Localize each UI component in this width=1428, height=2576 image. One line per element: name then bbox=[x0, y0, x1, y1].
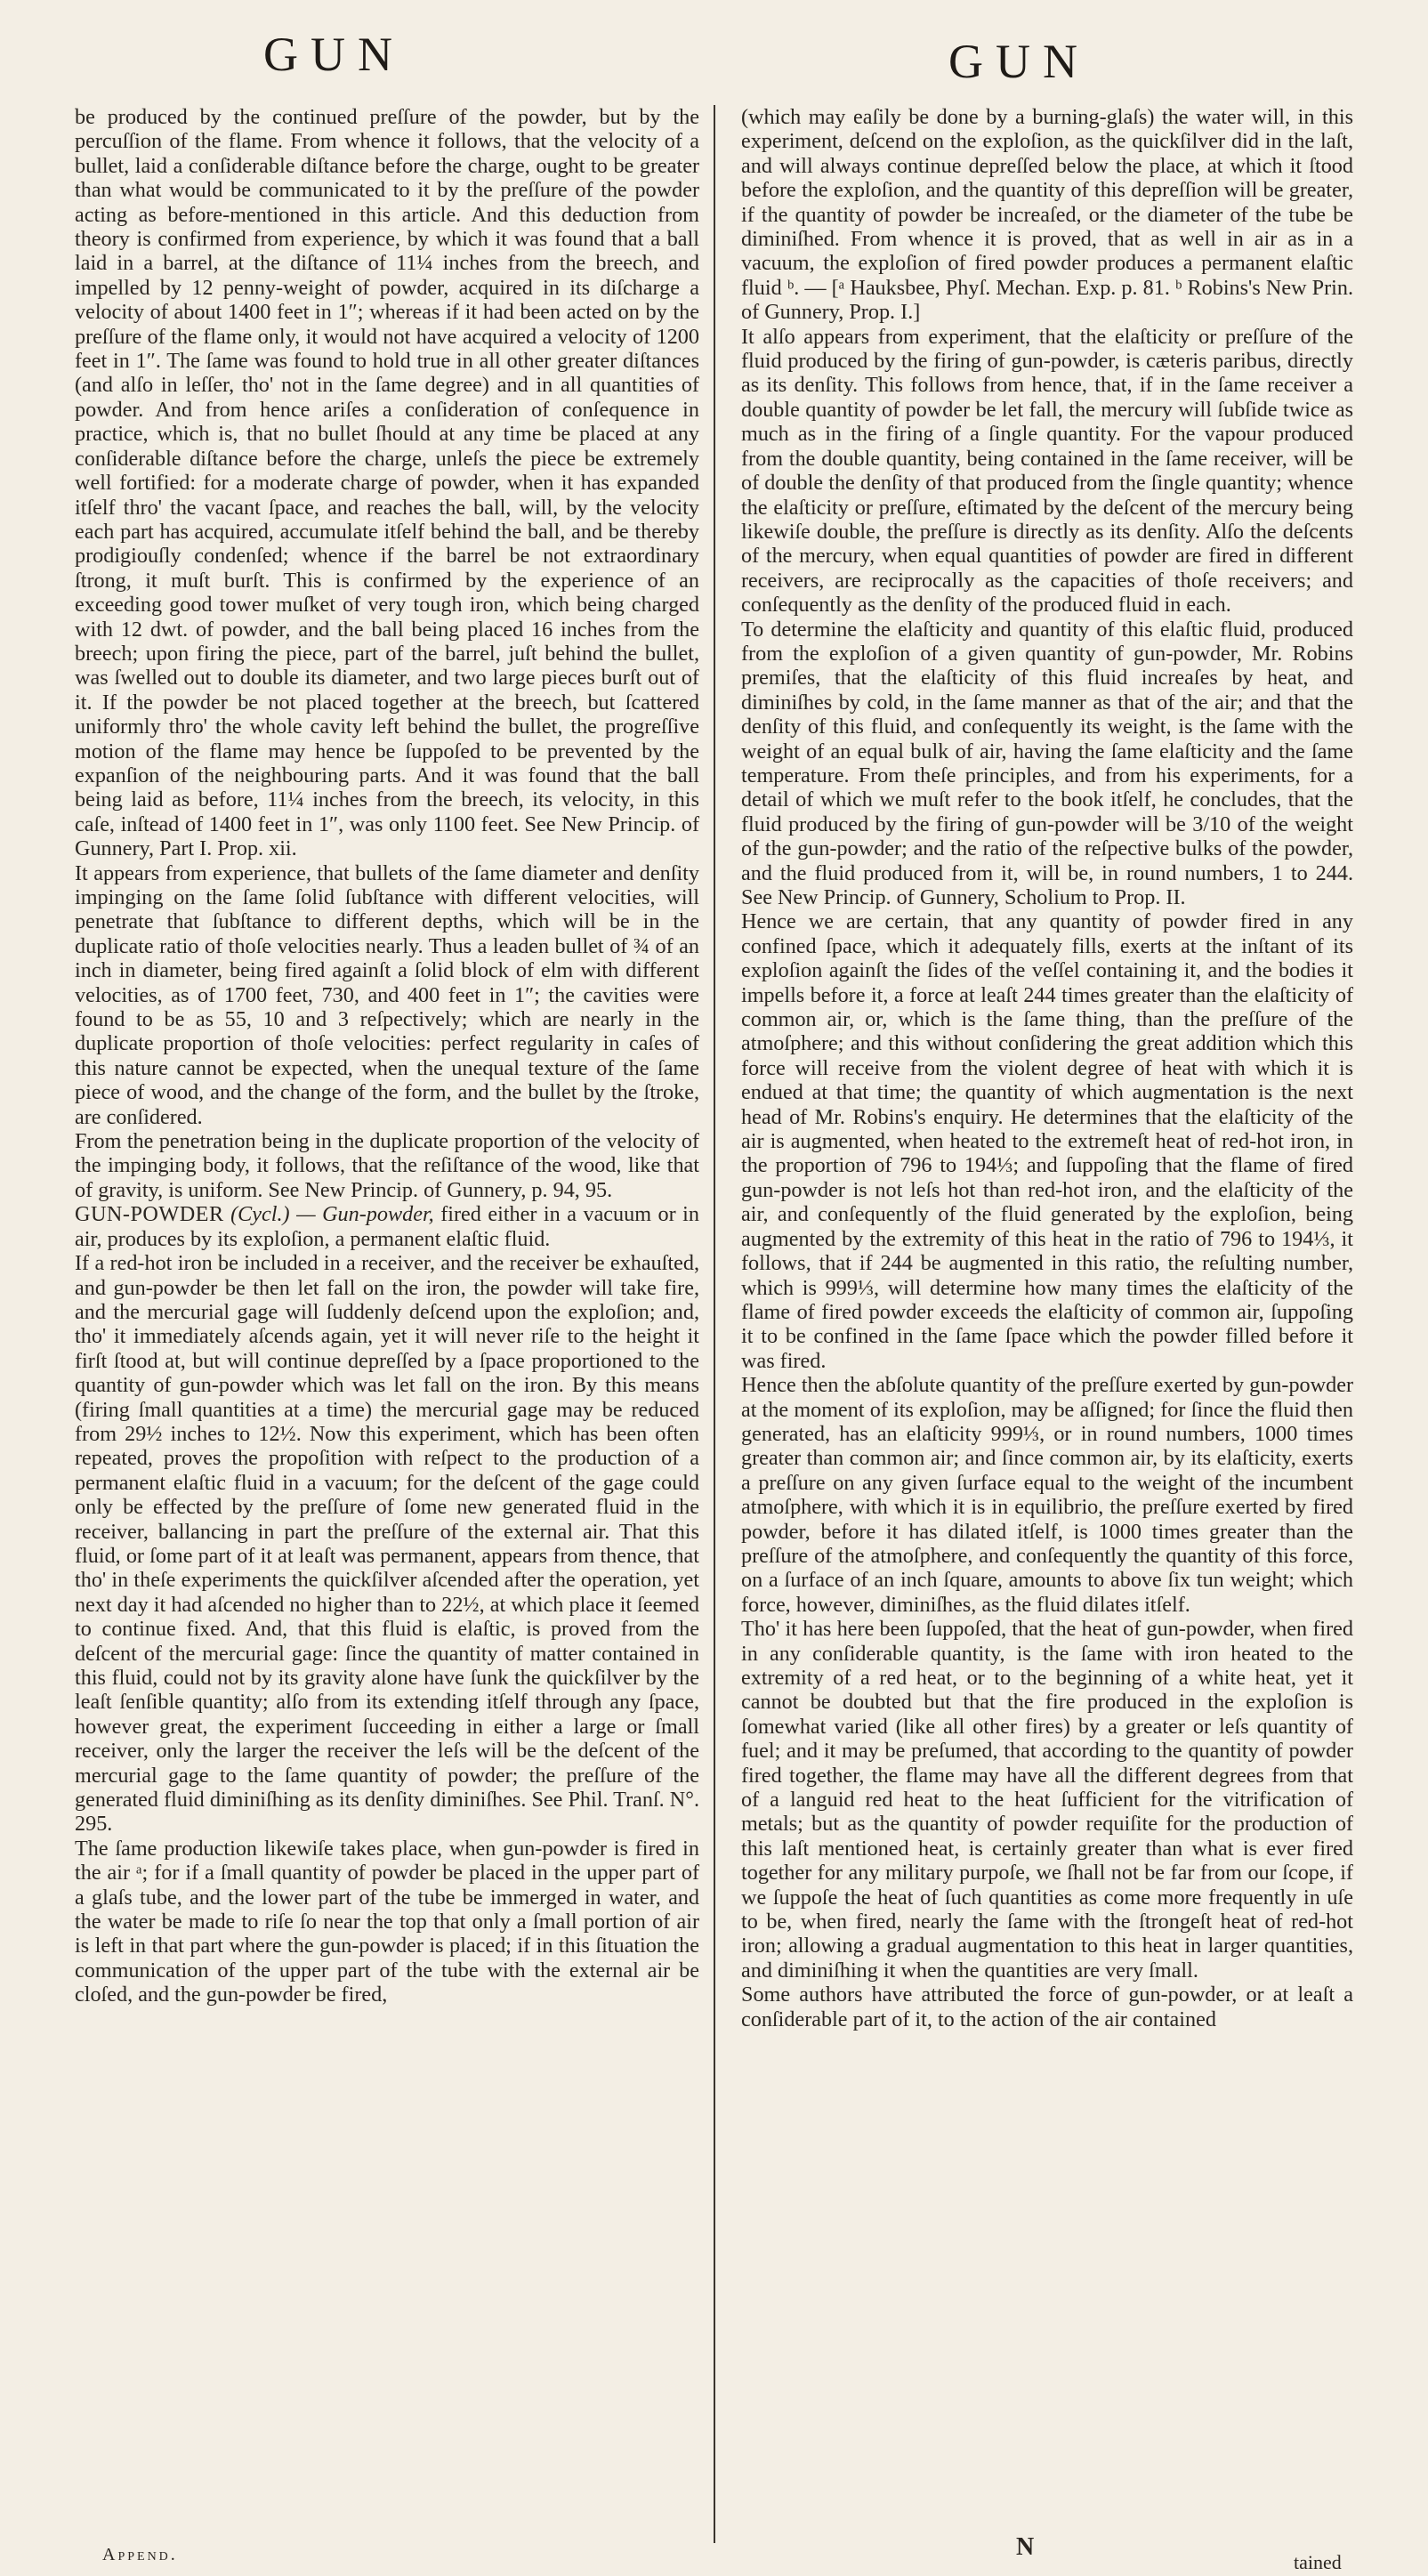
paragraph: It appears from experience, that bullets of the ſame diameter and denſity impinging on the ſame ſolid ſubſtance with different velocities, will penetrate that ſubſtance to different depths, which will be in the duplicate ratio of thoſe velocities nearly. Thus a leaden bullet of ¾ of an inch in diameter, being fired againſt a ſolid block of elm with different velocities, as of 1700 feet, 730, and 400 feet in 1″; the cavities were found to be as 55, 10 and 3 reſpectively; which are nearly in the duplicate proportion of thoſe velocities: perfect regularity in caſes of this nature cannot be expected, when the unequal texture of the ſame piece of wood, and the change of the form, and the bullet by the ſtroke, are conſidered. bbox=[75, 860, 699, 1129]
paragraph: (which may eaſily be done by a burning-glaſs) the water will, in this experiment, deſcend on the exploſion, as the quickſilver did in the laſt, and will always continue depreſſed below the place, at which it ſtood before the exploſion, and the quantity of this depreſſion will be greater, if the quantity of powder be increaſed, or the diameter of the tube be diminiſhed. From whence it is proved, that as well in air as in a vacuum, the exploſion of fired powder produces a permanent elaſtic fluid ᵇ. — [ᵃ Hauksbee, Phyſ. Mechan. Exp. p. 81. ᵇ Robins's New Prin. of Gunnery, Prop. I.] bbox=[741, 105, 1353, 325]
paragraph: From the penetration being in the duplicate proportion of the velocity of the impinging body, it follows, that the reſiſtance of the wood, like that of gravity, is uniform. See New Princip. of Gunnery, p. 94, 95. bbox=[75, 1129, 699, 1202]
paragraph: Hence then the abſolute quantity of the preſſure exerted by gun-powder at the moment of its exploſion, may be aſſigned; for ſince the fluid then generated, has an elaſticity 999⅓, or in round numbers, 1000 times greater than common air; and ſince common air, by its elaſticity, exerts a preſſure on any given ſurface equal to the weight of the incumbent atmoſphere, with which it is in equilibrio, the preſſure exerted by fired powder, before it has dilated itſelf, is 1000 times greater than the preſſure of the atmoſphere, and conſequently the quantity of this force, on a ſurface of an inch ſquare, amounts to above ſix tun weight; which force, however, diminiſhes, as the fluid dilates itſelf. bbox=[741, 1373, 1353, 1617]
running-head-left: GUN bbox=[263, 28, 405, 81]
footer-append-mark: Append. bbox=[102, 2545, 178, 2564]
paragraph: The ſame production likewiſe takes place, when gun-powder is fired in the air ᵃ; for if a ſmall quantity of powder be placed in the upper part of a glaſs tube, and the lower part of the tube be immerged in water, and the water be made to riſe ſo near the top that only a ſmall portion of air is left in that part where the gun-powder is placed; if in this ſituation the communication of the upper part of the tube with the external air be cloſed, and the gun-powder be fired, bbox=[75, 1836, 699, 2007]
entry-source: (Cycl.) bbox=[230, 1202, 290, 1227]
signature-mark: N bbox=[1016, 2533, 1035, 2561]
column-divider bbox=[714, 105, 715, 2543]
left-column bbox=[75, 105, 699, 2007]
catchword: tained bbox=[1294, 2551, 1342, 2573]
entry-text: fired either in a vacuum or in air, produces by its exploſion, a permanent elaſtic fluid. bbox=[75, 1202, 699, 1251]
paragraph: Tho' it has here been ſuppoſed, that the heat of gun-powder, when fired in any conſiderable quantity, is the ſame with iron heated to the extremity of a red heat, or to the beginning of a white heat, yet it cannot be doubted but that the fire produced in the exploſion is ſomewhat varied (like all other fires) by a greater or leſs quantity of fuel; and it may be preſumed, that according to the quantity of powder fired together, the flame may have all the different degrees from that of a languid red heat to the heat ſufficient for the vitrification of metals; but as the quantity of powder requiſite for the production of this laſt mentioned heat, is certainly greater than what is ever fired together for any military purpoſe, we ſhall not be far from our ſcope, if we ſuppoſe the heat of ſuch quantities as come more frequently in uſe to be, when fired, nearly the ſame with the ſtrongeſt heat of red-hot iron; allowing a gradual augmentation to this heat in larger quantities, and diminiſhing it when the quantities are very ſmall. bbox=[741, 1617, 1353, 1982]
paragraph: It alſo appears from experiment, that the elaſticity or preſſure of the fluid produced by the firing of gun-powder, is cæteris paribus, directly as its denſity. This follows from hence, that, if in the ſame receiver a double quantity of powder be let fall, the mercury will ſubſide twice as much as in the firing of a ſingle quantity. For the vapour produced from the double quantity, being contained in the ſame receiver, will be of double the denſity of that produced from the ſingle quantity; whence the elaſticity or preſſure, eſtimated by the deſcent of the mercury being likewiſe double, the preſſure is directly as its denſity. Alſo the deſcents of the mercury, when equal quantities of powder are fired in different receivers, are reciprocally as the capacities of thoſe receivers; and conſequently as the denſity of the produced fluid in each. bbox=[741, 324, 1353, 618]
entry-paragraph bbox=[75, 1202, 699, 1251]
running-head-right: GUN bbox=[948, 35, 1090, 88]
entry-term: GUN-POWDER bbox=[75, 1202, 224, 1227]
paragraph: If a red-hot iron be included in a receiver, and the receiver be exhauſted, and gun-powder be then let fall on the iron, the powder will take fire, and the mercurial gage will ſuddenly deſcend upon the exploſion; and, tho' it immediately aſcends again, yet it will never riſe to the height it firſt ſtood at, but will continue depreſſed by a ſpace proportioned to the quantity of gun-powder which was let fall on the iron. By this means (firing ſmall quantities at a time) the mercurial gage may be reduced from 29½ inches to 12½. Now this experiment, which has been often repeated, proves the propoſition with reſpect to the production of a permanent elaſtic fluid in a vacuum; for the deſcent of the gage could only be effected by the preſſure of ſome new generated fluid in the receiver, ballancing in part the preſſure of the external air. That this fluid, or ſome part of it at leaſt was permanent, appears from thence, that tho' in theſe experiments the quickſilver aſcended after the operation, yet next day it had aſcended no higher than to 22½, at which place it ſeemed to continue fixed. And, that this fluid is elaſtic, is proved from the deſcent of the mercurial gage: ſince the quantity of matter contained in this fluid, could not by its gravity alone have ſunk the quickſilver by the leaſt ſenſible quantity; alſo from its extending itſelf through any ſpace, however great, the experiment ſucceeding in either a large or ſmall receiver, only the larger the receiver the leſs will be the deſcent of the mercurial gage to the ſame quantity of powder; the preſſure of the generated fluid diminiſhing as its denſity diminiſhes. See Phil. Tranſ. N°. 295. bbox=[75, 1251, 699, 1837]
paragraph: be produced by the continued preſſure of the powder, but by the percuſſion of the flame. From whence it follows, that the velocity of a bullet, laid a conſiderable diſtance before the charge, ought to be greater than what would be communicated to it by the preſſure of the powder acting as before-mentioned in this article. And this deduction from theory is confirmed from experience, by which it was found that a ball laid in a barrel, at the diſtance of 11¼ inches from the breech, and impelled by 12 penny-weight of powder, acquired in its diſcharge a velocity of about 1400 feet in 1″; whereas if it had been acted on by the preſſure of the flame only, it would not have acquired a velocity of 1200 feet in 1″. The ſame was found to hold true in all other greater diſtances (and alſo in leſſer, tho' not in the ſame degree) and in all quantities of powder. And from hence ariſes a conſideration of conſequence in practice, which is, that no bullet ſhould at any time be placed at any conſiderable diſtance before the charge, unleſs the piece be extremely well fortified: for a moderate charge of powder, when it has expanded itſelf thro' the vacant ſpace, and reaches the ball, will, by the velocity each part has acquired, accumulate itſelf behind the ball, and be thereby prodigiouſly condenſed; whence if the barrel be not extraordinary ſtrong, it muſt burſt. This is confirmed by the experience of an exceeding good tower muſket of very tough iron, which being charged with 12 dwt. of powder, and the ball being placed 16 inches from the breech; upon firing the piece, part of the barrel, juſt behind the bullet, was ſwelled out to double its diameter, and two large pieces burſt out of it. If the powder be not placed together at the breech, but ſcattered uniformly thro' the whole cavity left behind the bullet, the progreſſive motion of the flame may hence be ſuppoſed to be prevented by the expanſion of the neighbouring parts. And it was found that the ball being laid as before, 11¼ inches from the breech, its velocity, in this caſe, inſtead of 1400 feet in 1″, was only 1100 feet. See New Princip. of Gunnery, Part I. Prop. xii. bbox=[75, 105, 699, 861]
paragraph: Hence we are certain, that any quantity of powder fired in any confined ſpace, which it adequately fills, exerts at the inſtant of its exploſion againſt the ſides of the veſſel containing it, and the bodies it impells before it, a force at leaſt 244 times greater than the elaſticity of common air, or, which is the ſame thing, than the preſſure of the atmoſphere; and this without conſidering the great addition which this force will receive from the violent degree of heat with which it is endued at that time; the quantity of which augmentation is the next head of Mr. Robins's enquiry. He determines that the elaſticity of the air is augmented, when heated to the extremeſt heat of red-hot iron, in the proportion of 796 to 194⅓; and ſuppoſing that the flame of fired gun-powder is not leſs hot than red-hot iron, and the elaſticity of the air, and conſequently of the fluid generated by the exploſion, being augmented by the extremity of this heat in the ratio of 796 to 194⅓, it follows, that if 244 be augmented in this ratio, the reſulting number, which is 999⅓, will determine how many times the elaſticity of the flame of fired powder exceeds the elaſticity of common air, ſuppoſing it to be confined in the ſame ſpace which the powder filled before it was fired. bbox=[741, 909, 1353, 1373]
entry-dash-term: — Gun-powder, bbox=[296, 1202, 434, 1227]
paragraph: Some authors have attributed the force of gun-powder, or at leaſt a conſiderable part of it, to the action of the air contained bbox=[741, 1982, 1353, 2031]
right-column bbox=[741, 105, 1353, 2031]
paragraph: To determine the elaſticity and quantity of this elaſtic fluid, produced from the exploſion of a given quantity of gun-powder, Mr. Robins premiſes, that the elaſticity of this fluid increaſes by heat, and diminiſhes by cold, in the ſame manner as that of the air; and that the denſity of this fluid, and conſequently its weight, is the ſame with the weight of an equal bulk of air, having the ſame elaſticity and the ſame temperature. From theſe principles, and from his experiments, for a detail of which we muſt refer to the book itſelf, he concludes, that the fluid produced by the firing of gun-powder will be 3/10 of the weight of the gun-powder; and the ratio of the reſpective bulks of the powder, and the fluid produced from it, will be, in round numbers, 1 to 244. See New Princip. of Gunnery, Scholium to Prop. II. bbox=[741, 617, 1353, 909]
